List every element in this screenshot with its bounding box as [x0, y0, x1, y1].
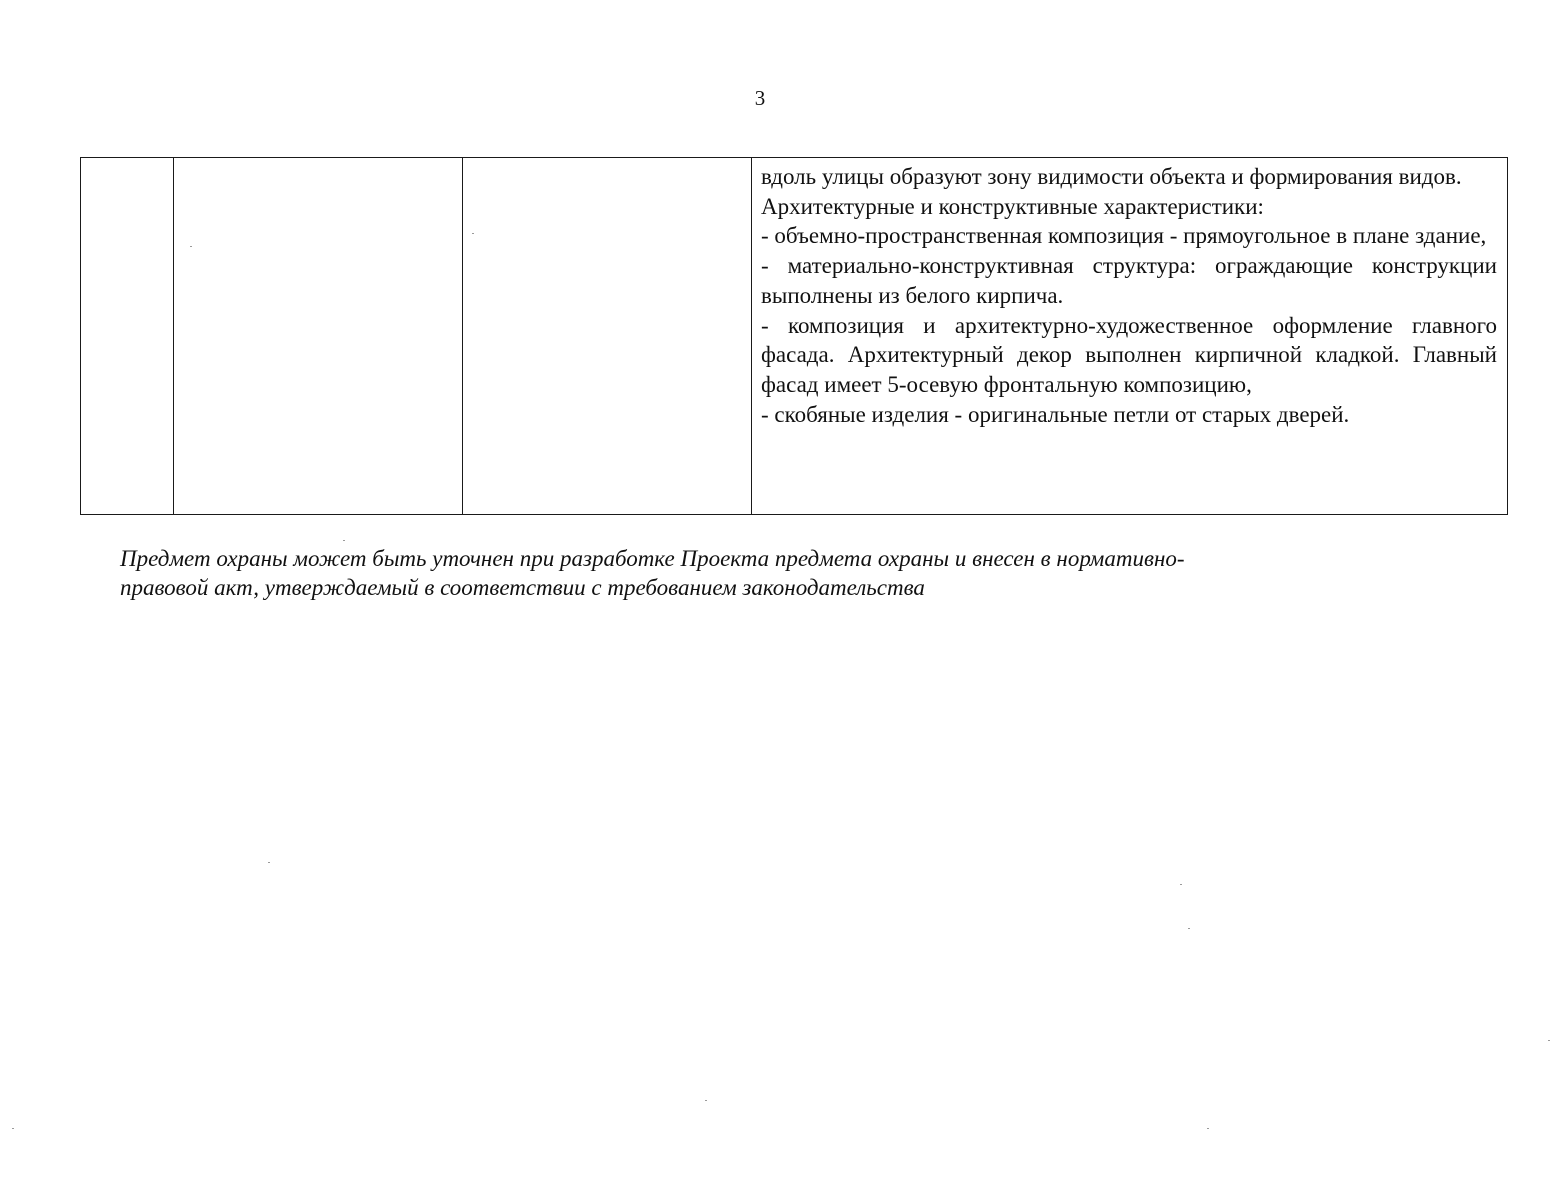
- table-cell-element: [174, 158, 463, 515]
- scan-speck: [12, 1128, 14, 1129]
- description-text: [752, 158, 1507, 429]
- scan-speck: [343, 540, 345, 541]
- note-line: Предмет охраны может быть уточнен при разработке Проекта предмета охраны и внесен в нормативно-: [120, 546, 1185, 571]
- scan-speck: [268, 862, 270, 863]
- description-paragraph: - материально-конструктивная структура: ограждающие конструкции выполнены из белого кирпича.: [761, 253, 1497, 308]
- note-line: правовой акт, утверждаемый в соответствии с требованием законодательства: [120, 575, 925, 600]
- scan-speck: [1548, 1040, 1550, 1041]
- scan-speck: [190, 246, 192, 247]
- table-row: [81, 158, 1508, 515]
- description-paragraph: - объемно-пространственная композиция - прямоугольное в плане здание,: [761, 223, 1487, 249]
- description-paragraph: вдоль улицы образуют зону видимости объекта и формирования видов.: [761, 164, 1462, 189]
- table-cell-photo: [463, 158, 752, 515]
- description-paragraph: Архитектурные и конструктивные характеристики:: [761, 193, 1264, 219]
- description-paragraph: - композиция и архитектурно-художественное оформление главного фасада. Архитектурный декор выполнен кирпичной кладкой. Главный фасад имеет 5-осевую фронтальную композицию,: [761, 312, 1497, 397]
- scan-speck: [1188, 928, 1190, 929]
- table-cell-number: [81, 158, 174, 515]
- page-number: 3: [754, 86, 766, 110]
- protection-subject-note: [120, 544, 1380, 602]
- description-paragraph: - скобяные изделия - оригинальные петли от старых дверей.: [761, 401, 1350, 427]
- protection-subject-table: [80, 157, 1508, 515]
- scan-speck: [472, 233, 474, 234]
- scan-speck: [1207, 1128, 1209, 1129]
- table-cell-description: [752, 158, 1508, 515]
- scan-speck: [705, 1100, 707, 1101]
- scan-speck: [1180, 884, 1182, 885]
